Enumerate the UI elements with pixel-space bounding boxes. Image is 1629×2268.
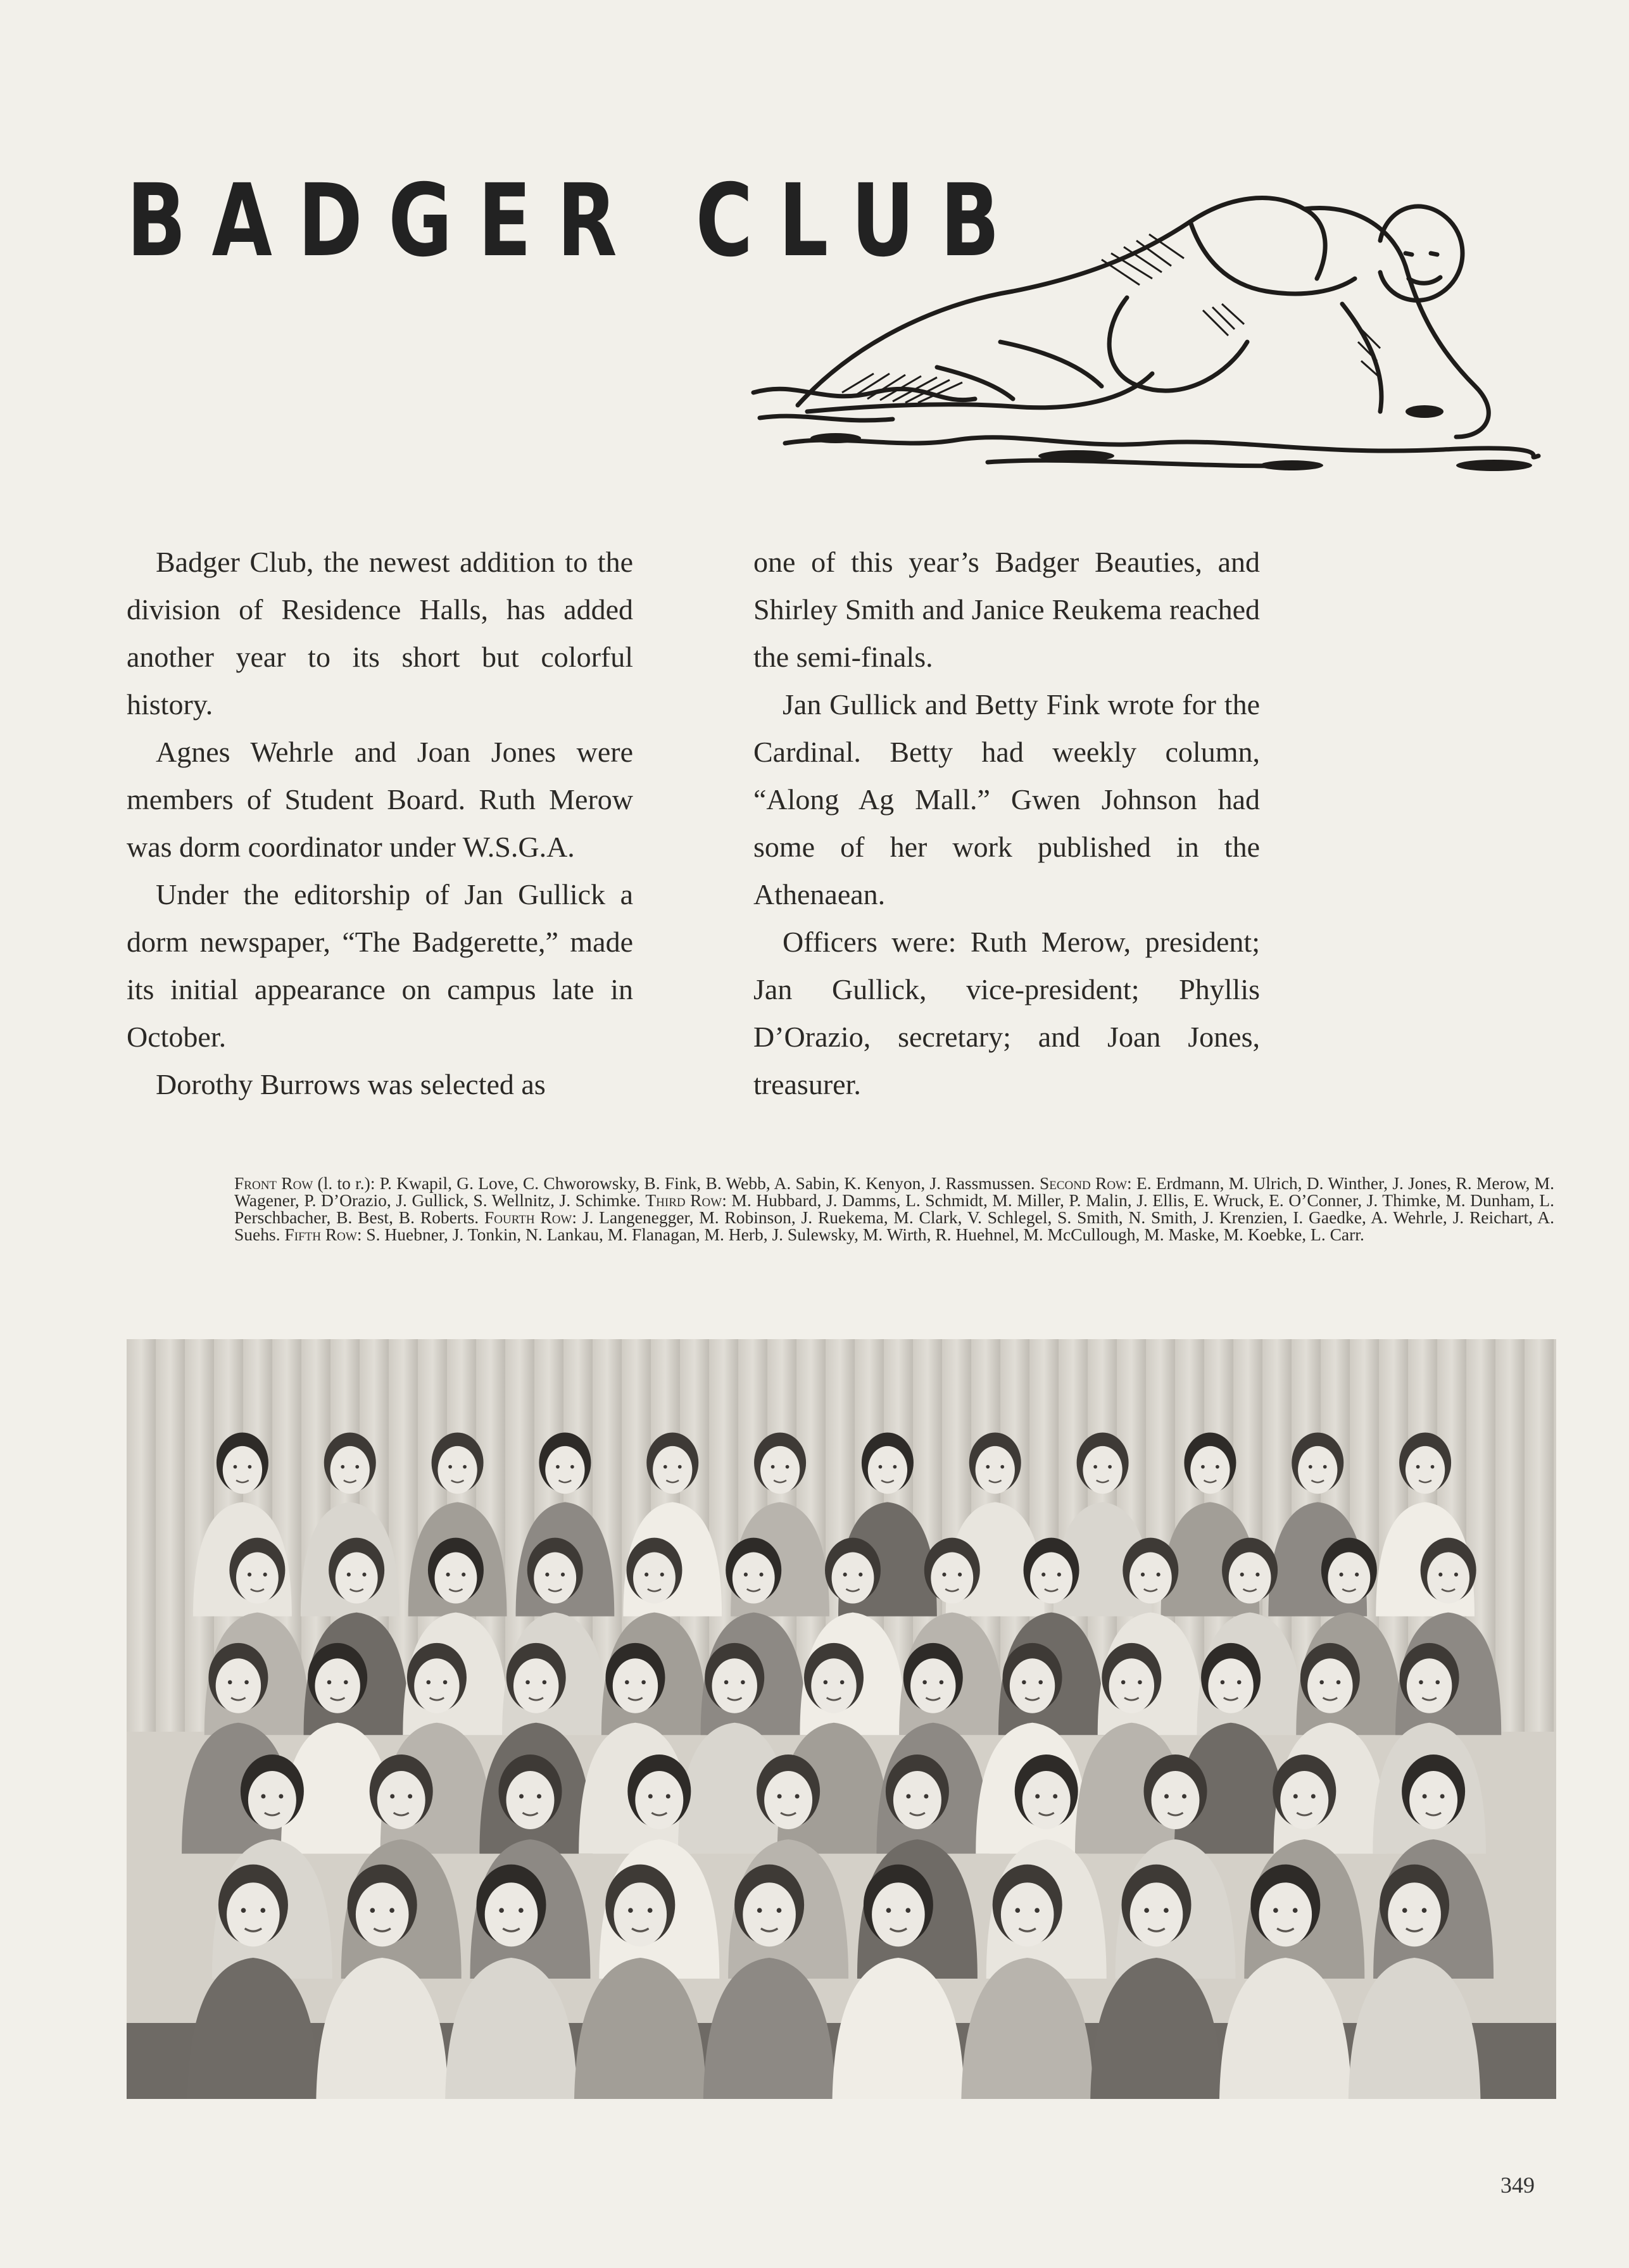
paragraph: one of this year’s Badger Beauties, and Shirley Smith and Janice Reukema reached the semi-finals. (753, 546, 1260, 673)
row-names: : E. Erdmann, M. Ulrich, D. Winther, J. Jones, R. Merow, M. Wagener, P. D’Orazio, J. Gullick, S. Wellnitz, J. Schimke. (234, 1173, 1555, 1210)
reclining-woman-sketch-icon (747, 184, 1545, 500)
row-label: Front Row (234, 1173, 313, 1193)
photo-caption (234, 1175, 1554, 1243)
row-label: Fourth Row (484, 1207, 572, 1227)
article-right-column (753, 538, 1260, 1108)
row-names: : S. Huebner, J. Tonkin, N. Lankau, M. Flanagan, M. Herb, J. Sulewsky, M. Wirth, R. Huehnel, M. McCullough, M. Maske, M. Koebke, L. Carr. (356, 1225, 1364, 1244)
row-names: : J. Langenegger, M. Robinson, J. Ruekema, M. Clark, V. Schlegel, S. Smith, N. Smith, J. Krenzien, I. Gaedke, A. Wehrle, J. Reichart, A. Suehs. (234, 1207, 1554, 1244)
row-label: Second Row (1039, 1173, 1127, 1193)
row-names: (l. to r.): P. Kwapil, G. Love, C. Chworowsky, B. Fink, B. Webb, A. Sabin, K. Kenyon, J. Rassmussen. (313, 1173, 1040, 1193)
row-label: Third Row (645, 1190, 722, 1210)
article-left-column (127, 538, 633, 1108)
paragraph: Agnes Wehrle and Joan Jones were members of Student Board. Ruth Merow was dorm coordinator under W.S.G.A. (127, 736, 633, 863)
paragraph: Jan Gullick and Betty Fink wrote for the Cardinal. Betty had weekly column, “Along Ag Mall.” Gwen Johnson had some of her work published in the Athenaean. (753, 688, 1260, 910)
group-photo (127, 1339, 1556, 2099)
paragraph: Under the editorship of Jan Gullick a dorm newspaper, “The Badgerette,” made its initial appearance on campus late in October. (127, 878, 633, 1053)
paragraph: Badger Club, the newest addition to the division of Residence Halls, has added another year to its short but colorful history. (127, 546, 633, 721)
group-photo-drawing (127, 1339, 1556, 2099)
paragraph: Dorothy Burrows was selected as (156, 1068, 546, 1100)
row-label: Fifth Row (284, 1225, 357, 1244)
page-title: BADGER CLUB (127, 163, 1026, 279)
paragraph: Officers were: Ruth Merow, president; Jan Gullick, vice-president; Phyllis D’Orazio, secretary; and Joan Jones, treasurer. (753, 926, 1260, 1100)
page-number: 349 (1500, 2172, 1535, 2198)
row-names: : M. Hubbard, J. Damms, L. Schmidt, M. Miller, P. Malin, J. Ellis, E. Wruck, E. O’Conner, J. Thimke, M. Dunham, L. Perschbacher, B. Best, B. Roberts. (234, 1190, 1554, 1227)
